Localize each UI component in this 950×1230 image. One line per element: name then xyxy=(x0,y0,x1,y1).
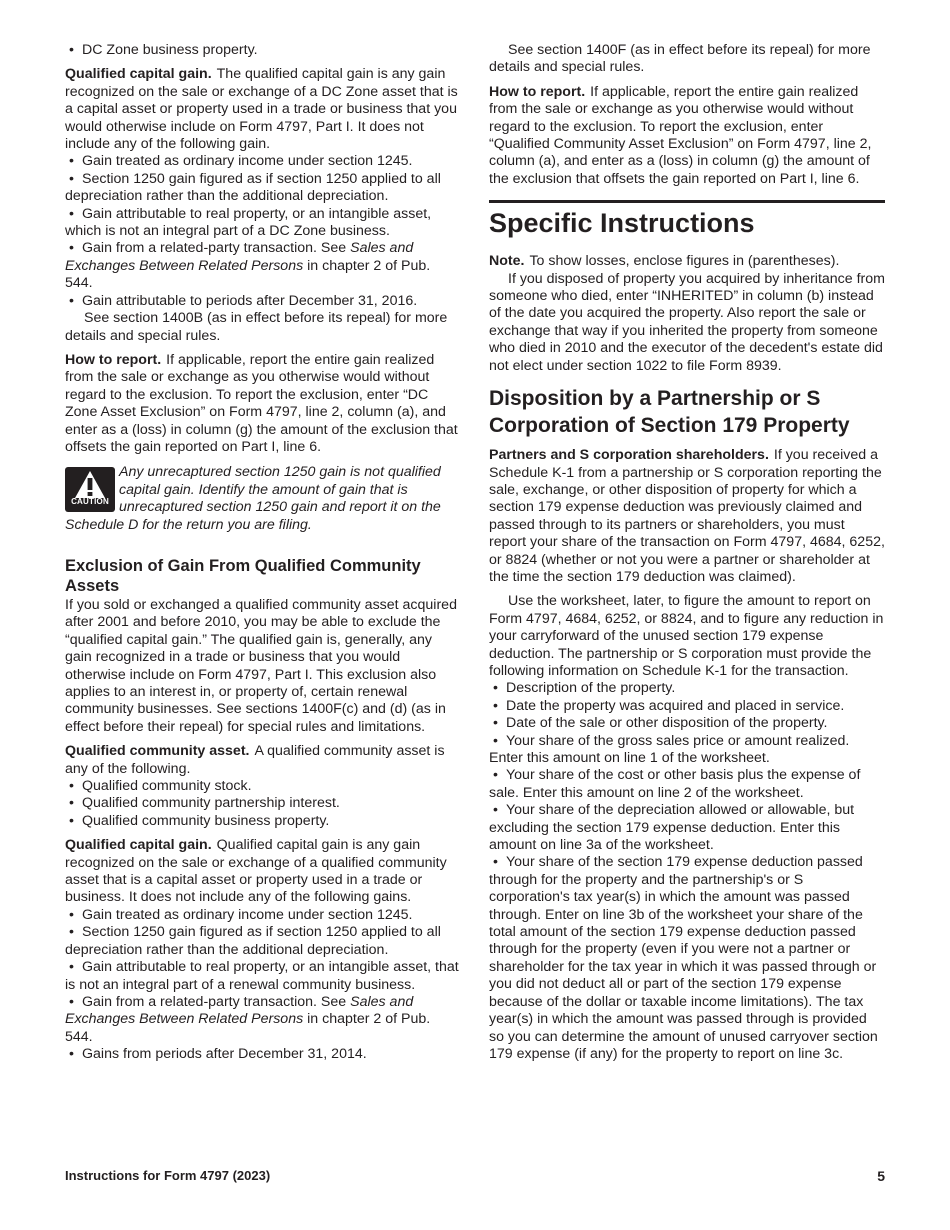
caution-label: CAUTION xyxy=(71,496,109,506)
bullet-item: • Qualified community business property. xyxy=(65,813,461,830)
paragraph-text: Qualified capital gain is any gain recognized on the sale or exchange of a qualified community asset that is a capital asset or property used in a trade or business. It does not include any of the following gains. xyxy=(65,837,447,906)
page-number: 5 xyxy=(877,1168,885,1184)
bullet-item: • Qualified community partnership interest. xyxy=(65,795,461,812)
bullet-item: • Section 1250 gain figured as if section 1250 applied to all depreciation rather than the additional depreciation. xyxy=(65,171,461,206)
bullet-item: • Your share of the gross sales price or amount realized. Enter this amount on line 1 of the worksheet. xyxy=(489,733,885,768)
bullet-item: • Gain treated as ordinary income under section 1245. xyxy=(65,153,461,170)
run-in-heading: Partners and S corporation shareholders. xyxy=(489,447,769,464)
page-footer xyxy=(65,1168,885,1183)
partners-paragraph xyxy=(489,447,885,586)
run-in-heading: How to report. xyxy=(65,351,162,368)
inherited-paragraph: If you disposed of property you acquired by inheritance from someone who died, enter “INHERITED” in column (b) instead of the date you acquired the property. Also report the sale or exchange that way if you inherited the property from someone who died in 2010 and the executor of the decedent's estate did not elect under section 1022 to file Form 8939. xyxy=(489,270,885,374)
how-to-report-paragraph xyxy=(489,84,885,188)
note-paragraph xyxy=(489,253,885,270)
bullet-item: • Gain attributable to real property, or an intangible asset, which is not an integral part of a DC Zone business. xyxy=(65,206,461,241)
caution-note xyxy=(65,464,461,534)
bullet-item: • Gain attributable to periods after December 31, 2016. xyxy=(65,293,461,310)
see-section-note: See section 1400F (as in effect before its repeal) for more details and special rules. xyxy=(489,42,871,76)
run-in-heading: Qualified capital gain. xyxy=(65,66,212,83)
qualified-community-asset-paragraph xyxy=(65,743,461,778)
run-in-heading: How to report. xyxy=(489,83,586,100)
bullet-item: • Gain attributable to real property, or an intangible asset, that is not an integral part of a renewal community business. xyxy=(65,959,461,994)
bullet-item: • Gain treated as ordinary income under section 1245. xyxy=(65,907,461,924)
bullet-item: • Your share of the cost or other basis plus the expense of sale. Enter this amount on line 2 of the worksheet. xyxy=(489,767,885,802)
exclusion-paragraph: If you sold or exchanged a qualified community asset acquired after 2001 and before 2010, you may be able to exclude the “qualified capital gain.” The qualified gain is, generally, any gain recognized in a trade or business that you would otherwise include on Form 4797, Part I. This exclusion also applies to an interest in, or property of, certain renewal community businesses. See sections 1400F(c) and (d) (as in effect before their repeal) for special rules and limitations. xyxy=(65,596,457,735)
bullet-item: • Date the property was acquired and placed in service. xyxy=(489,698,885,715)
run-in-heading: Qualified community asset. xyxy=(65,743,250,760)
worksheet-paragraph: Use the worksheet, later, to figure the amount to report on Form 4797, 4684, 6252, or 8824, and to figure any reduction in your carryforward of the unused section 179 expense deduction. The partnership or S corporation must provide the following information on Schedule K-1 for the transaction. xyxy=(489,593,884,679)
qualified-capital-gain-paragraph xyxy=(65,837,461,907)
publication-reference: Sales and Exchanges Between Related Persons xyxy=(65,993,414,1028)
bullet-item: • Qualified community stock. xyxy=(65,778,461,795)
section-heading: Exclusion of Gain From Qualified Community Assets xyxy=(65,556,421,595)
specific-instructions-heading: Specific Instructions xyxy=(489,200,885,239)
paragraph-text: A qualified community asset is any of the following. xyxy=(65,743,445,777)
how-to-report-paragraph xyxy=(65,352,461,456)
paragraph-text: If applicable, report the entire gain realized from the sale or exchange as you otherwise would without regard to the exclusion. To report the exclusion, enter “DC Zone Asset Exclusion” on Form 4797, line 2, column (a), and enter as a (loss) in column (g) the amount of the exclusion that offsets the gain reported on Part I, line 6. xyxy=(65,351,458,455)
left-column xyxy=(65,42,461,1064)
disposition-heading: Disposition by a Partnership or S Corporation of Section 179 Property xyxy=(489,387,850,438)
bullet-item: • Section 1250 gain figured as if section 1250 applied to all depreciation rather than the additional depreciation. xyxy=(65,924,461,959)
bullet-item: • Gain from a related-party transaction. See Sales and Exchanges Between Related Persons in chapter 2 of Pub. 544. xyxy=(65,994,461,1046)
bullet-item: • Description of the property. xyxy=(489,680,885,697)
right-column xyxy=(489,42,885,1063)
caution-icon xyxy=(65,467,115,512)
paragraph-text: The qualified capital gain is any gain recognized on the sale or exchange of a DC Zone asset that is a capital asset or property used in a trade or business that you would otherwise include on Form 4797, Part I. It does not include any of the following gain. xyxy=(65,66,458,153)
caution-text: Any unrecaptured section 1250 gain is not qualified capital gain. Identify the amount of gain that is unrecaptured section 1250 gain and report it on the Schedule D for the return you are filing. xyxy=(65,464,441,533)
see-section-note: See section 1400B (as in effect before its repeal) for more details and special rules. xyxy=(65,310,448,344)
footer-title: Instructions for Form 4797 (2023) xyxy=(65,1168,271,1183)
qualified-capital-gain-paragraph xyxy=(65,66,461,153)
bullet-item: • DC Zone business property. xyxy=(65,42,461,59)
paragraph-text: If applicable, report the entire gain realized from the sale or exchange as you otherwise would without regard to the exclusion. To report the exclusion, enter “Qualified Community Asset Exclusion” on Form 4797, line 2, column (a), and enter as a (loss) in column (g) the amount of the exclusion that offsets the gain reported on Part I, line 6. xyxy=(489,83,872,187)
bullet-item: • Gains from periods after December 31, 2014. xyxy=(65,1046,461,1063)
paragraph-text: If you received a Schedule K-1 from a partnership or S corporation reporting the sale, exchange, or other disposition of property for which a section 179 expense deduction was previously claimed and passed through to its partners or shareholders, you must report your share of the transaction on Form 4797, 4684, 6252, or 8824 (whether or not you were a partner or shareholder at the time the section 179 deduction was claimed). xyxy=(489,447,885,585)
run-in-heading: Note. xyxy=(489,253,525,270)
publication-reference: Sales and Exchanges Between Related Persons xyxy=(65,240,414,274)
run-in-heading: Qualified capital gain. xyxy=(65,837,212,854)
bullet-item: • Your share of the depreciation allowed or allowable, but excluding the section 179 expense deduction. Enter this amount on line 3a of the worksheet. xyxy=(489,802,885,854)
bullet-item: • Date of the sale or other disposition of the property. xyxy=(489,715,885,732)
paragraph-text: To show losses, enclose figures in (parentheses). xyxy=(529,253,840,270)
bullet-item: • Your share of the section 179 expense deduction passed through for the property and the partnership's or S corporation's tax year(s) in which the amount was passed through. Enter on line 3b of the worksheet your share of the total amount of the section 179 expense deduction passed through for the property (even if you were not a partner or shareholder for the tax year in which it was passed through or you did not deduct all or part of the section 179 expense because of the dollar or taxable income limitations). The tax year(s) in which the amount was passed through is provided so you can determine the amount of unused carryover section 179 expense (if any) for the property to report on line 3c. xyxy=(489,854,885,1063)
bullet-item: • Gain from a related-party transaction. See Sales and Exchanges Between Related Persons in chapter 2 of Pub. 544. xyxy=(65,240,461,292)
